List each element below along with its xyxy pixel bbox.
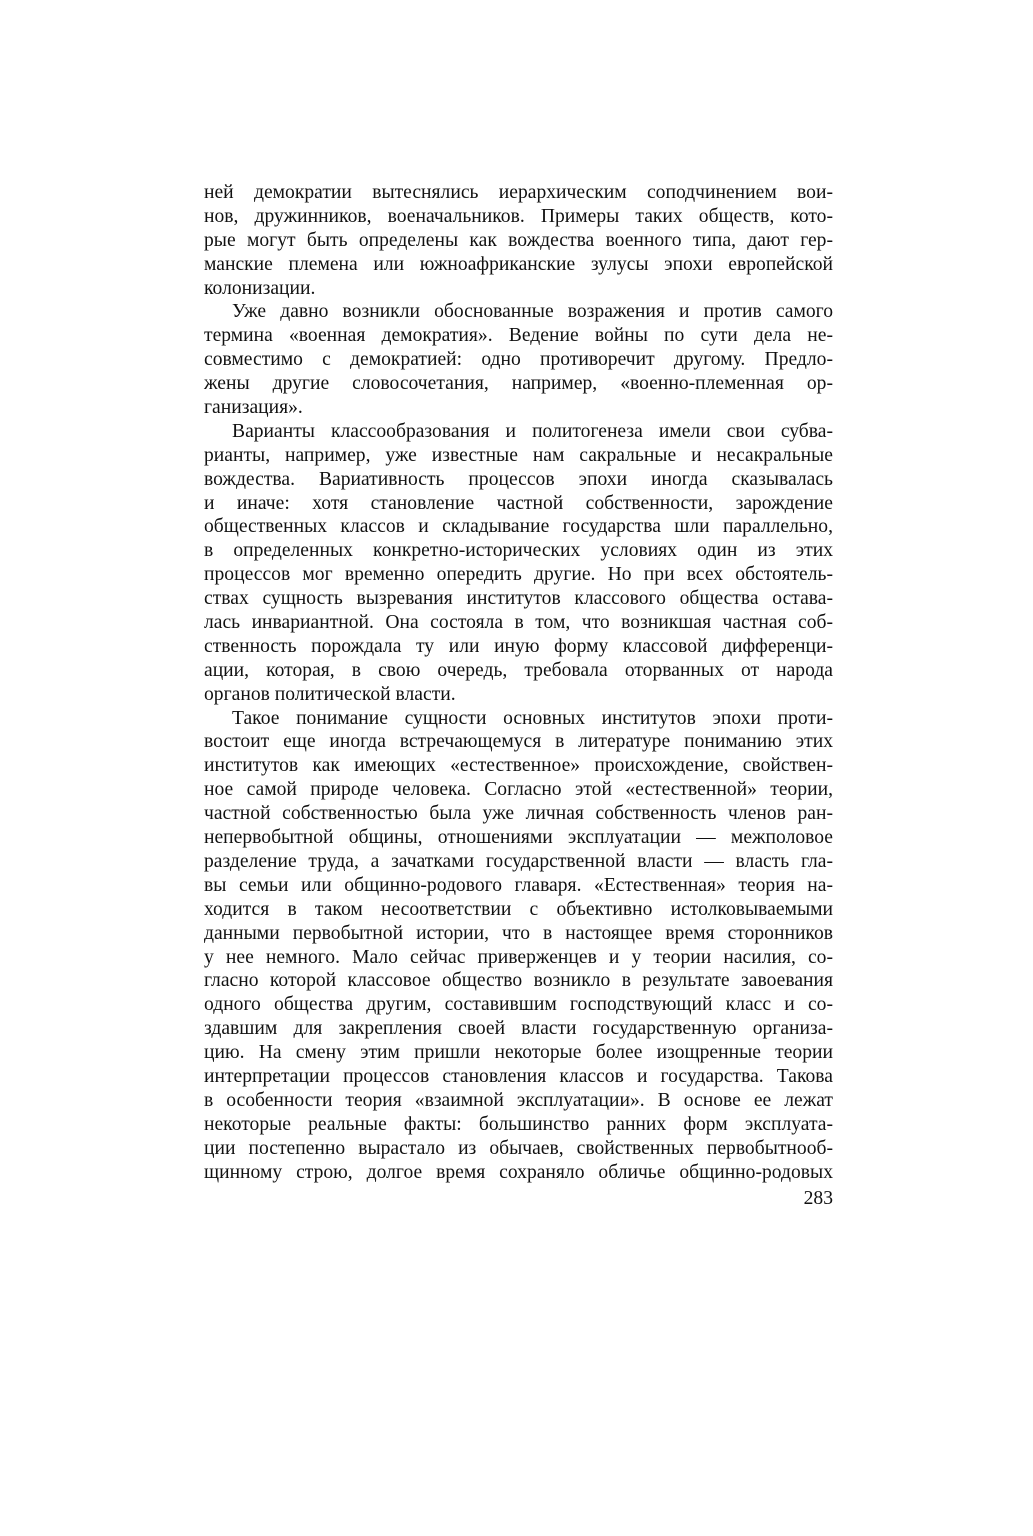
text-line: лась инвариантной. Она состояла в том, что возникшая частная соб- [204, 612, 833, 634]
text-line: частной собственностью была уже личная собственность членов ран- [204, 803, 833, 825]
text-line: совместимо с демократией: одно противоречит другому. Предло- [204, 349, 833, 371]
text-line: институтов как имеющих «естественное» происхождение, свойствен- [204, 755, 833, 777]
text-line: ганизация». [204, 397, 303, 419]
text-line: ное самой природе человека. Согласно этой «естественной» теории, [204, 779, 833, 801]
text-line: щинному строю, долгое время сохраняло обличье общинно-родовых [204, 1161, 833, 1183]
text-line: термина «военная демократия». Ведение войны по сути дела не- [204, 325, 833, 347]
text-line: вы семьи или общинно-родового главаря. «Естественная» теория на- [204, 874, 833, 896]
text-line: общественных классов и складывание государства шли параллельно, [204, 516, 833, 538]
paragraph [204, 181, 833, 300]
text-line: ации, которая, в свою очередь, требовала оторванных от народа [204, 659, 833, 681]
text-line: ствах сущность вызревания институтов классового общества остава- [204, 588, 833, 610]
text-line: востоит еще иногда встречающемуся в литературе пониманию этих [204, 731, 833, 753]
text-line: органов политической власти. [204, 683, 456, 705]
text-line: интерпретации процессов становления классов и государства. Такова [204, 1065, 833, 1087]
text-line: Такое понимание сущности основных институтов эпохи проти- [232, 707, 833, 729]
text-line: одного общества другим, составившим господствующий класс и со- [204, 994, 833, 1016]
paragraph [204, 300, 833, 419]
text-line: ходится в таком несоответствии с объективно истолковываемыми [204, 898, 833, 920]
text-line: жены другие словосочетания, например, «военно-племенная ор- [204, 373, 833, 395]
text-line: гласно которой классовое общество возникло в результате завоевания [204, 970, 833, 992]
text-line: рые могут быть определены как вождества военного типа, дают гер- [204, 229, 833, 251]
text-line: цию. На смену этим пришли некоторые более изощренные теории [204, 1042, 833, 1064]
page-body [204, 181, 833, 1184]
text-line: данными первобытной истории, что в настоящее время сторонников [204, 922, 833, 944]
text-line: здавшим для закрепления своей власти государственную организа- [204, 1018, 833, 1040]
text-line: и иначе: хотя становление частной собственности, зарождение [204, 492, 833, 514]
text-line: нов, дружинников, военачальников. Примеры таких обществ, кото- [204, 205, 833, 227]
page-number: 283 [803, 1188, 833, 1209]
text-line: разделение труда, а зачатками государственной власти — власть гла- [204, 850, 833, 872]
text-line: Уже давно возникли обоснованные возражения и против самого [232, 301, 833, 323]
text-line: колонизации. [204, 277, 316, 299]
text-line: Варианты классообразования и политогенеза имели свои субва- [232, 420, 833, 442]
paragraph [204, 420, 833, 707]
text-line: вождества. Вариативность процессов эпохи иногда сказывалась [204, 468, 833, 490]
text-line: ции постепенно вырастало из обычаев, свойственных первобытнооб- [204, 1137, 833, 1159]
text-line: рианты, например, уже известные нам сакральные и несакральные [204, 444, 833, 466]
text-line: непервобытной общины, отношениями эксплуатации — межполовое [204, 827, 833, 849]
text-line: ственность порождала ту или иную форму классовой дифференци- [204, 635, 833, 657]
text-line: ней демократии вытеснялись иерархическим соподчинением вои- [204, 182, 833, 203]
text-line: в особенности теория «взаимной эксплуатации». В основе ее лежат [204, 1089, 833, 1111]
text-line: некоторые реальные факты: большинство ранних форм эксплуата- [204, 1113, 833, 1135]
paragraph [204, 707, 833, 1185]
text-line: в определенных конкретно-исторических условиях один из этих [204, 540, 833, 562]
text-line: у нее немного. Мало сейчас приверженцев и у теории насилия, со- [204, 946, 833, 968]
text-line: манские племена или южноафриканские зулусы эпохи европейской [204, 253, 833, 275]
text-line: процессов мог временно опередить другие. Но при всех обстоятель- [204, 564, 833, 586]
